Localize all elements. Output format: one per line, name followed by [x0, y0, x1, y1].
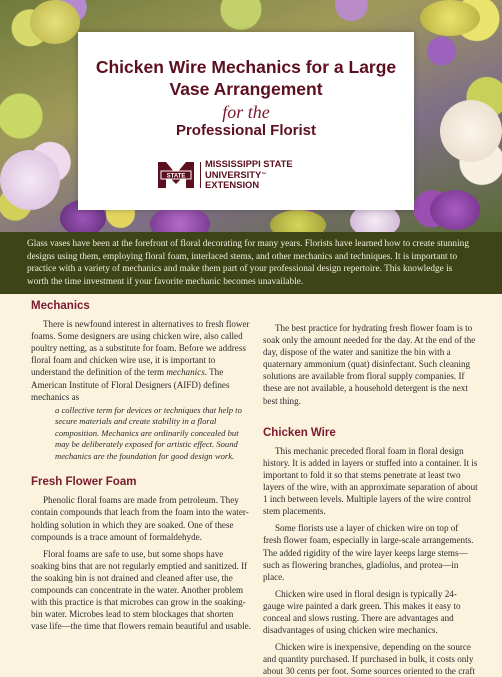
logo-text [205, 159, 346, 191]
foam-heading: Fresh Flower Foam [31, 476, 137, 489]
mechanics-text-b: . The American Institute of Floral Designers (AIFD) defines mechanics as [31, 367, 230, 402]
logo-trademark: ™ [261, 171, 267, 178]
right-column [263, 322, 478, 677]
title-card [78, 32, 414, 210]
aifd-definition-quote: a collective term for devices or techniques that help to secure materials and create stability in a floral composition. Mechanics are ordinarily concealed but may be deliberately exposed for artistic effect. Sound mechanics are the foundation for good design work. [55, 404, 242, 461]
foam-paragraph-2: Floral foams are safe to use, but some shops have soaking bins that are not regularly emptied and sanitized. If the soaking bin is not drained and cleaned after use, the compounds can concentrate in the water. Another problem with this practice is that microbes can grow in the soaking-bin water. Microbes lead to stem blockages that shorten vase life—the time that flowers remain beautiful and usable. [31, 548, 251, 632]
wire-paragraph-1: This mechanic preceded floral foam in floral design history. It is added in layers or stuffed into a container. It is important to fold it so that stems penetrate at least two layers of the wire, with an approximate separation of about 1 inch between levels. Multiple layers of the wire control stem placements. [263, 445, 478, 517]
wire-paragraph-4: Chicken wire is inexpensive, depending on the source and quantity purchased. If purchased in bulk, it costs only about 30 cents per foot. Some sources oriented to the craft [263, 642, 475, 677]
msu-extension-logo [156, 160, 346, 190]
intro-band [0, 232, 502, 294]
best-practice-paragraph: The best practice for hydrating fresh flower foam is to soak only the amount needed for the day. At the end of the day, dispose of the water and sanitize the bin with a quaternary ammonium (quat) disinfectant. Such cleaning solutions are available from floral supply companies. If these are not available, a household detergent is the next best thing. [263, 323, 476, 406]
logo-university: MISSISSIPPI STATE UNIVERSITY [204, 158, 293, 180]
foam-paragraph-1: Phenolic floral foams are made from petroleum. They contain compounds that leach from the foam into the water-holding solution in which they are soaked. One of these compounds is a trace amount of formaldehyde. [31, 495, 249, 542]
wire-paragraph-2: Some florists use a layer of chicken wire on top of fresh flower foam, especially in large-scale arrangements. The added rigidity of the wire layer keeps large stems—such as flowering branches, gladiolus, and protea—in place. [263, 523, 474, 582]
logo-divider [200, 162, 201, 188]
mechanics-term: mechanics [166, 367, 205, 378]
mechanics-text-a: There is newfound interest in alternatives to fresh flower foams. Some designers are using chicken wire, also called poultry netting, as a substitute for foam. Before we address floral foam and chicken wire use, it is important to understand the definition of the term [31, 319, 250, 378]
mechanics-paragraph [31, 318, 251, 403]
left-column [31, 300, 251, 632]
msu-logo-icon [156, 160, 196, 190]
hero-flower-photo [0, 0, 502, 232]
mechanics-heading: Mechanics [31, 300, 90, 312]
title-for: for the [222, 102, 270, 122]
wire-paragraph-3: Chicken wire used in floral design is typically 24-gauge wire painted a dark green. This makes it easy to conceal and slows rusting. There are advantages and disadvantages of using chicken wire mechanics. [263, 588, 461, 636]
logo-extension: EXTENSION [204, 179, 260, 191]
intro-text: Glass vases have been at the forefront of floral decorating for many years. Florists have learned how to create stunning designs using them, employing floral foam, interlaced stems, and other mechanics and techniques. It is important to practice with a variety of mechanics and make them part of your professional design repertoire. This knowledge is worth the time investment if your favorite mechanic becomes unavailable. [27, 239, 469, 287]
page-subtitle: Professional Florist [175, 122, 317, 139]
chicken-wire-heading: Chicken Wire [263, 426, 336, 439]
page-title: Chicken Wire Mechanics for a Large Vase Arrangement [95, 57, 397, 99]
logo-badge-text: STATE [166, 173, 186, 180]
